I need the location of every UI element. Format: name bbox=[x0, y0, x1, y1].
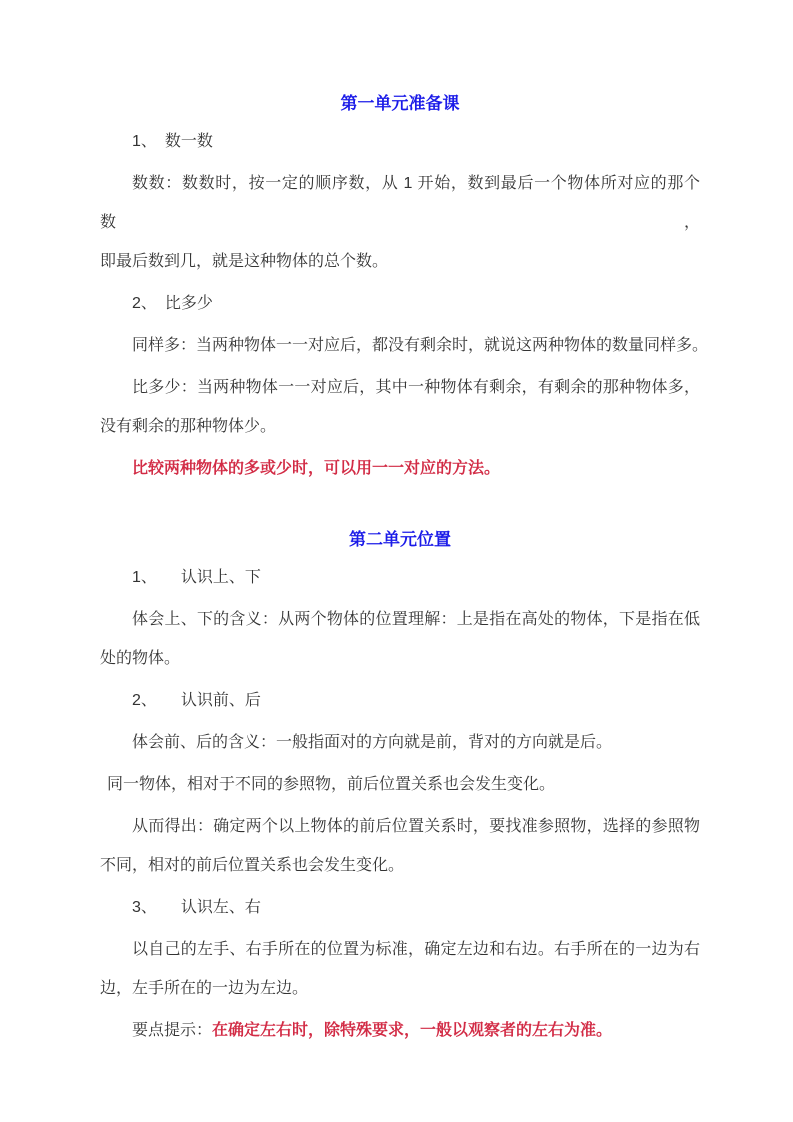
highlight-text-line: 比较两种物体的多或少时，可以用一一对应的方法。 bbox=[132, 460, 501, 477]
text-line: 2、 认识前、后 bbox=[132, 692, 261, 709]
text-line: 1、 数一数 bbox=[132, 133, 213, 150]
text-line: 2、 比多少 bbox=[132, 295, 213, 312]
text-line: 没有剩余的那种物体少。 bbox=[100, 418, 277, 435]
paragraph-note bbox=[100, 1011, 700, 1050]
section-title-unit2: 第二单元位置 bbox=[349, 530, 451, 549]
section-unit2 bbox=[100, 525, 700, 1050]
text-line: 边，左手所在的一边为左边。 bbox=[100, 980, 309, 997]
paragraph bbox=[100, 558, 700, 597]
text-line: 1、 认识上、下 bbox=[132, 569, 261, 586]
text-line: 3、 认识左、右 bbox=[132, 899, 261, 916]
paragraph bbox=[100, 368, 700, 446]
paragraph bbox=[100, 930, 700, 1008]
text-line: 同一物体，相对于不同的参照物，前后位置关系也会发生变化。 bbox=[107, 776, 556, 793]
paragraph bbox=[100, 164, 700, 281]
text-line: 数数：数数时，按一定的顺序数，从 1 开始，数到最后一个物体所对应的那个数， bbox=[100, 175, 700, 231]
text-line: 从而得出：确定两个以上物体的前后位置关系时，要找准参照物，选择的参照物 bbox=[132, 818, 700, 835]
note-label: 要点提示： bbox=[132, 1022, 213, 1039]
text-line: 同样多：当两种物体一一对应后，都没有剩余时，就说这两种物体的数量同样多。 bbox=[132, 337, 709, 354]
text-line: 即最后数到几，就是这种物体的总个数。 bbox=[100, 253, 389, 270]
note-highlight: 在确定左右时，除特殊要求，一般以观察者的左右为准。 bbox=[212, 1022, 613, 1039]
paragraph bbox=[100, 600, 700, 678]
section-unit1 bbox=[100, 89, 709, 488]
text-line: 处的物体。 bbox=[100, 650, 181, 667]
paragraph bbox=[100, 284, 700, 323]
paragraph-highlight bbox=[100, 449, 700, 488]
section-gap bbox=[100, 488, 700, 525]
paragraph bbox=[100, 122, 700, 161]
paragraph bbox=[100, 888, 700, 927]
text-line: 以自己的左手、右手所在的位置为标准，确定左边和右边。右手所在的一边为右 bbox=[132, 941, 700, 958]
text-line: 体会上、下的含义：从两个物体的位置理解：上是指在高处的物体，下是指在低 bbox=[132, 611, 700, 628]
paragraph bbox=[100, 765, 700, 804]
paragraph bbox=[100, 807, 700, 885]
text-line: 体会前、后的含义：一般指面对的方向就是前，背对的方向就是后。 bbox=[132, 734, 613, 751]
paragraph bbox=[100, 326, 709, 365]
section-title-unit1: 第一单元准备课 bbox=[340, 94, 460, 113]
text-line bbox=[100, 1011, 700, 1050]
text-line: 比多少：当两种物体一一对应后，其中一种物体有剩余，有剩余的那种物体多， bbox=[132, 379, 700, 396]
paragraph bbox=[100, 681, 700, 720]
text-line: 不同，相对的前后位置关系也会发生变化。 bbox=[100, 857, 405, 874]
paragraph bbox=[100, 723, 700, 762]
document-page bbox=[100, 89, 709, 1050]
